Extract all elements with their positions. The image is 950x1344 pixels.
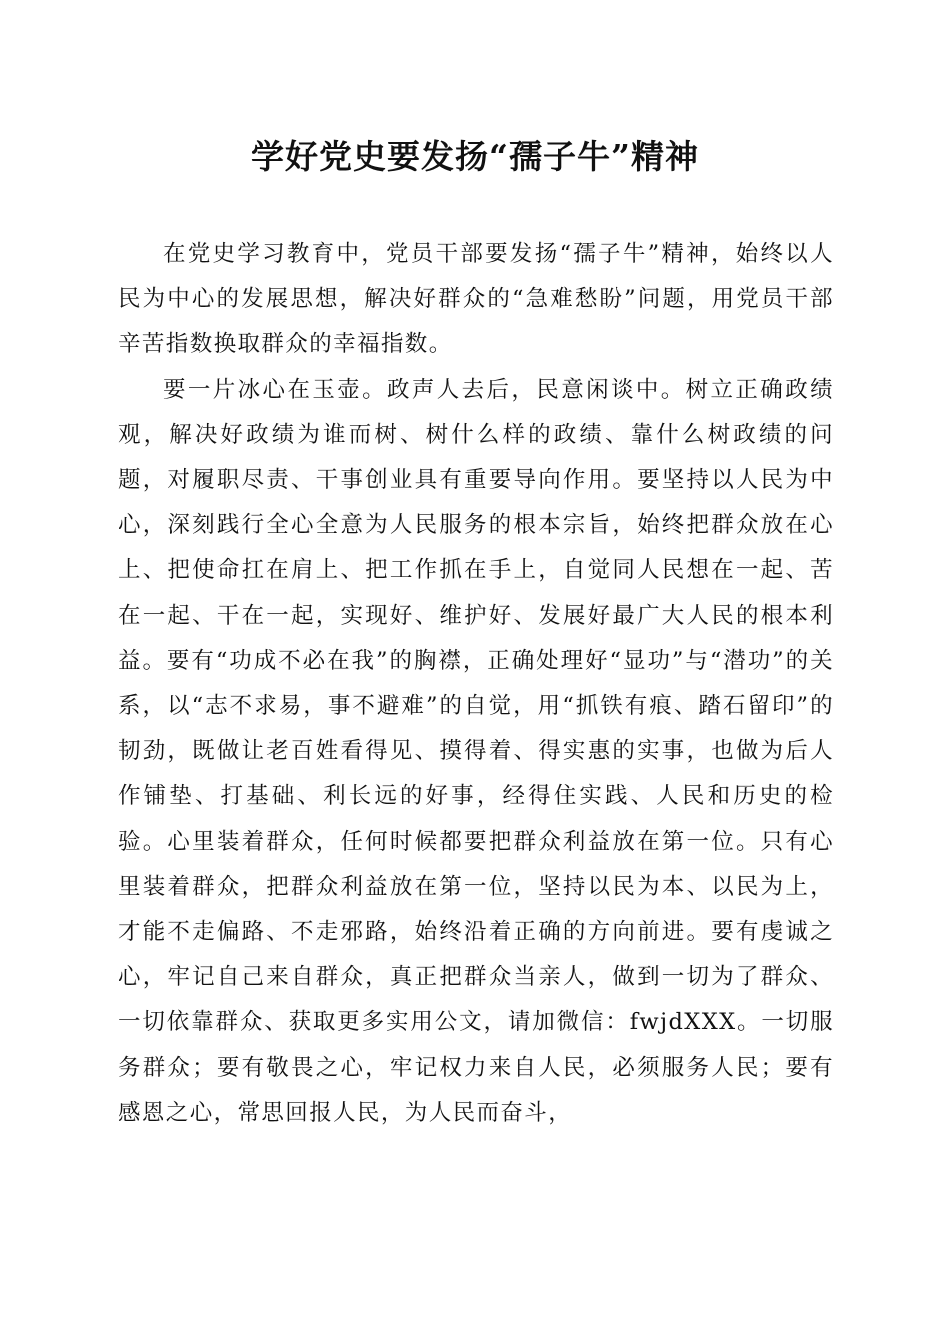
paragraph-intro: 在党史学习教育中，党员干部要发扬“孺子牛”精神，始终以人民为中心的发展思想，解决好群众的“急难愁盼”问题，用党员干部辛苦指数换取群众的幸福指数。: [118, 241, 834, 358]
paragraph-main: 要一片冰心在玉壶。政声人去后，民意闲谈中。树立正确政绩观，解决好政绩为谁而树、树什么样的政绩、靠什么树政绩的问题，对履职尽责、干事创业具有重要导向作用。要坚持以人民为中心，深刻践行全心全意为人民服务的根本宗旨，始终把群众放在心上、把使命扛在肩上、把工作抓在手上，自觉同人民想在一起、苦在一起、干在一起，实现好、维护好、发展好最广大人民的根本利益。要有“功成不必在我”的胸襟，正确处理好“显功”与“潜功”的关系，以“志不求易，事不避难”的自觉，用“抓铁有痕、踏石留印”的韧劲，既做让老百姓看得见、摸得着、得实惠的实事，也做为后人作铺垫、打基础、利长远的好事，经得住实践、人民和历史的检验。心里装着群众，任何时候都要把群众利益放在第一位。只有心里装着群众，把群众利益放在第一位，坚持以民为本、以民为上，才能不走偏路、不走邪路，始终沿着正确的方向前进。要有虔诚之心，牢记自己来自群众，真正把群众当亲人，做到一切为了群众、一切依靠群众、获取更多实用公文，请加微信：fwjdXXX。一切服务群众；要有敬畏之心，牢记权力来自人民，必须服务人民；要有感恩之心，常思回报人民，为人民而奋斗，: [118, 376, 834, 1126]
document-body: [118, 232, 834, 1136]
document-title: 学好党史要发扬“孺子牛”精神: [251, 137, 699, 176]
